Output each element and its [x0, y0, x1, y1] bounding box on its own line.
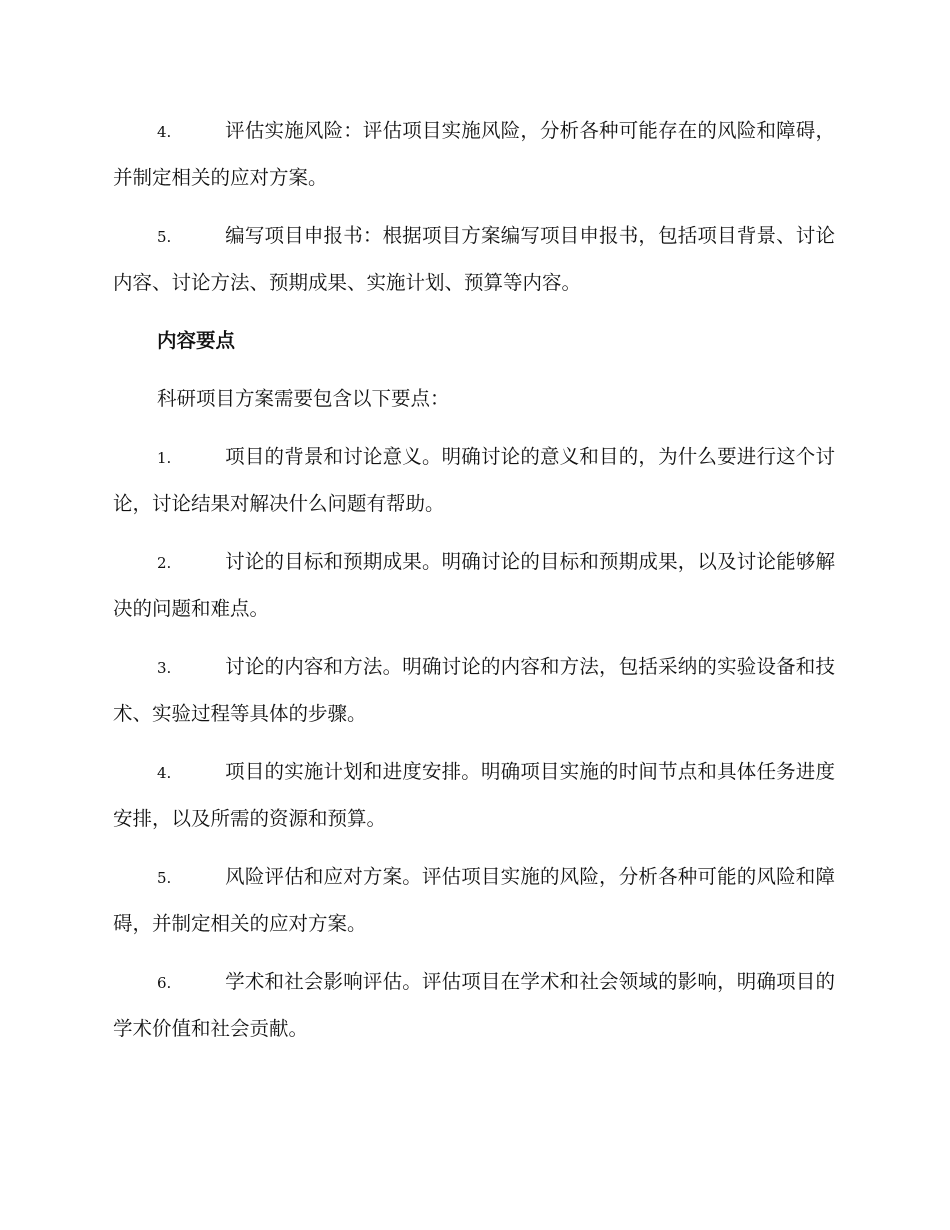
list-item-number: 3. — [157, 659, 172, 677]
list-item-number: 5. — [157, 228, 172, 246]
list-item — [113, 959, 835, 1051]
list-item — [113, 108, 835, 200]
list-item — [113, 213, 835, 305]
list-item-text: 讨论的目标和预期成果。明确讨论的目标和预期成果，以及讨论能够解决的问题和难点。 — [113, 550, 835, 620]
list-item — [113, 539, 835, 631]
list-item — [113, 854, 835, 946]
list-item-number: 5. — [157, 869, 172, 887]
list-item — [113, 749, 835, 841]
list-item-text: 学术和社会影响评估。评估项目在学术和社会领域的影响，明确项目的学术价值和社会贡献。 — [113, 970, 835, 1040]
section-heading: 内容要点 — [157, 329, 236, 352]
section-intro: 科研项目方案需要包含以下要点： — [157, 387, 450, 410]
document-body — [113, 108, 835, 1064]
list-item-number: 4. — [157, 123, 172, 141]
list-item-text: 评估实施风险：评估项目实施风险，分析各种可能存在的风险和障碍，并制定相关的应对方案。 — [113, 119, 835, 189]
list-item-text: 项目的实施计划和进度安排。明确项目实施的时间节点和具体任务进度安排，以及所需的资源和预算。 — [113, 760, 835, 830]
list-item-text: 编写项目申报书：根据项目方案编写项目申报书，包括项目背景、讨论内容、讨论方法、预期成果、实施计划、预算等内容。 — [113, 224, 835, 294]
list-item-text: 项目的背景和讨论意义。明确讨论的意义和目的，为什么要进行这个讨论，讨论结果对解决什么问题有帮助。 — [113, 445, 835, 515]
list-item-text: 风险评估和应对方案。评估项目实施的风险，分析各种可能的风险和障碍，并制定相关的应对方案。 — [113, 865, 835, 935]
list-item-text: 讨论的内容和方法。明确讨论的内容和方法，包括采纳的实验设备和技术、实验过程等具体的步骤。 — [113, 655, 835, 725]
list-item-number: 4. — [157, 764, 172, 782]
list-item — [113, 434, 835, 526]
list-item-number: 1. — [157, 449, 172, 467]
list-item-number: 2. — [157, 554, 172, 572]
list-item-number: 6. — [157, 974, 172, 992]
list-item — [113, 644, 835, 736]
